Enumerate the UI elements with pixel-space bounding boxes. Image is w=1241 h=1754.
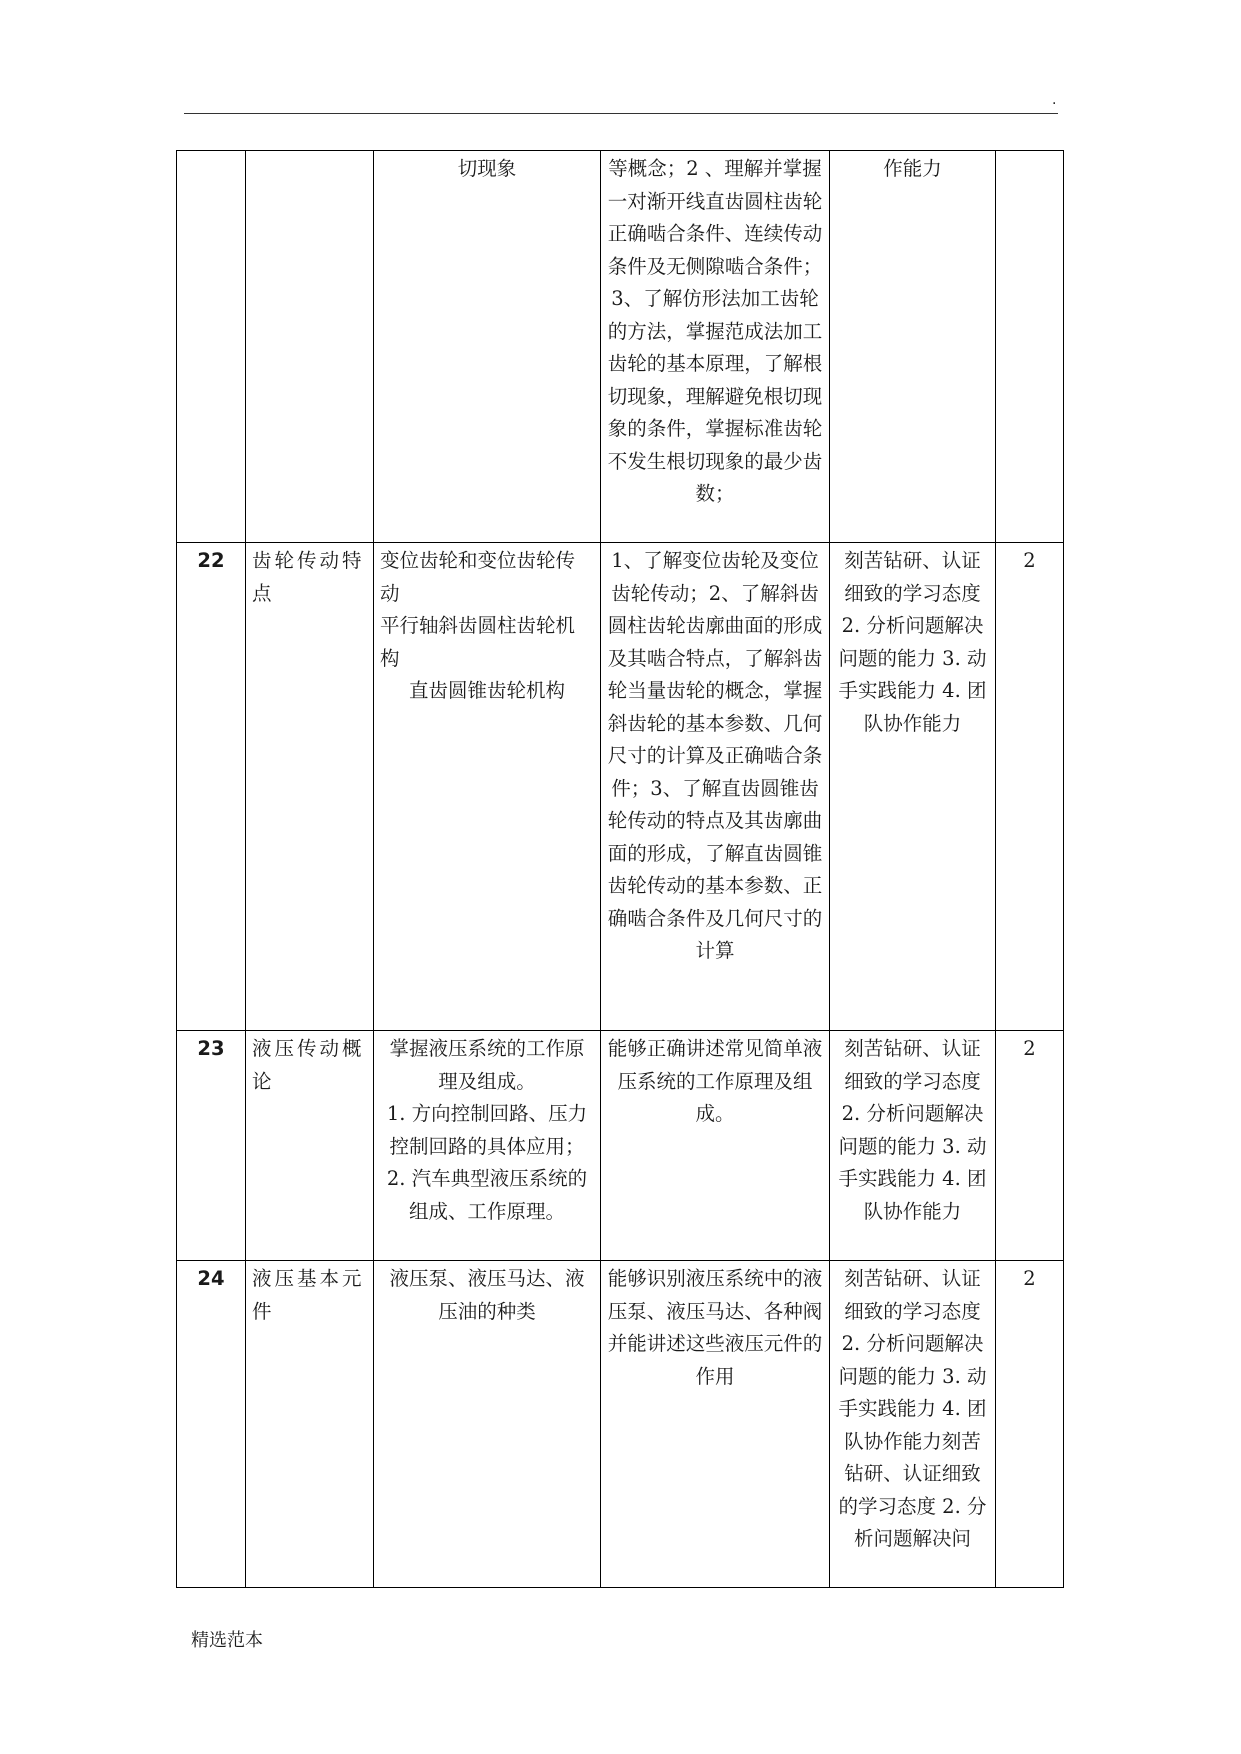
content-line: 变位齿轮和变位齿轮传动 bbox=[380, 549, 576, 605]
footer-text: 精选范本 bbox=[191, 1630, 263, 1651]
quality-goal: 刻苦钻研、认证细致的学习态度 2. 分析问题解决问题的能力 3. 动手实践能力 4. 团队协作能力 bbox=[830, 1031, 996, 1261]
content-line: 平行轴斜齿圆柱齿轮机构 bbox=[380, 614, 576, 670]
quality-goal: 刻苦钻研、认证细致的学习态度 2. 分析问题解决问题的能力 3. 动手实践能力 4. 团队协作能力 bbox=[830, 543, 996, 1031]
table-row bbox=[177, 1031, 1064, 1261]
teaching-goal: 等概念；2 、理解并掌握一对渐开线直齿圆柱齿轮正确啮合条件、连续传动条件及无侧隙啮合条件；3、了解仿形法加工齿轮的方法，掌握范成法加工齿轮的基本原理，了解根切现象，理解避免根切现象的条件，掌握标准齿轮不发生根切现象的最少齿数； bbox=[601, 151, 830, 543]
class-hours: 2 bbox=[996, 543, 1064, 1031]
row-number: 22 bbox=[177, 543, 246, 1031]
teaching-content: 液压泵、液压马达、液压油的种类 bbox=[374, 1261, 601, 1588]
quality-goal: 刻苦钻研、认证细致的学习态度 2. 分析问题解决问题的能力 3. 动手实践能力 4. 团队协作能力刻苦钻研、认证细致的学习态度 2. 分析问题解决问 bbox=[830, 1261, 996, 1588]
curriculum-table bbox=[176, 150, 1064, 1588]
class-hours: 2 bbox=[996, 1031, 1064, 1261]
content-line: 直齿圆锥齿轮机构 bbox=[408, 679, 565, 702]
row-number: 23 bbox=[177, 1031, 246, 1261]
chapter-title: 液压基本元件 bbox=[246, 1261, 374, 1588]
content-line: 1. 方向控制回路、压力控制回路的具体应用； bbox=[386, 1102, 588, 1158]
row-number: 24 bbox=[177, 1261, 246, 1588]
teaching-goal: 1、了解变位齿轮及变位齿轮传动；2、了解斜齿圆柱齿轮齿廓曲面的形成及其啮合特点，了解斜齿轮当量齿轮的概念，掌握斜齿轮的基本参数、几何尺寸的计算及正确啮合条件；3、了解直齿圆锥齿轮传动的特点及其齿廓曲面的形成，了解直齿圆锥齿轮传动的基本参数、正确啮合条件及几何尺寸的计算 bbox=[601, 543, 830, 1031]
content-line: 2. 汽车典型液压系统的组成、工作原理。 bbox=[386, 1167, 588, 1223]
teaching-content bbox=[374, 1031, 601, 1261]
header-rule bbox=[184, 113, 1058, 114]
teaching-goal: 能够识别液压系统中的液压泵、液压马达、各种阀并能讲述这些液压元件的作用 bbox=[601, 1261, 830, 1588]
class-hours bbox=[996, 151, 1064, 543]
table-row bbox=[177, 151, 1064, 543]
class-hours: 2 bbox=[996, 1261, 1064, 1588]
chapter-title bbox=[246, 151, 374, 543]
content-line: 掌握液压系统的工作原理及组成。 bbox=[389, 1037, 585, 1093]
table-row bbox=[177, 543, 1064, 1031]
teaching-goal: 能够正确讲述常见简单液压系统的工作原理及组成。 bbox=[601, 1031, 830, 1261]
header-mark: . bbox=[1052, 92, 1057, 108]
teaching-content bbox=[374, 543, 601, 1031]
table-row bbox=[177, 1261, 1064, 1588]
chapter-title: 液压传动概论 bbox=[246, 1031, 374, 1261]
quality-goal: 作能力 bbox=[830, 151, 996, 543]
teaching-content: 切现象 bbox=[374, 151, 601, 543]
chapter-title: 齿轮传动特点 bbox=[246, 543, 374, 1031]
row-number bbox=[177, 151, 246, 543]
